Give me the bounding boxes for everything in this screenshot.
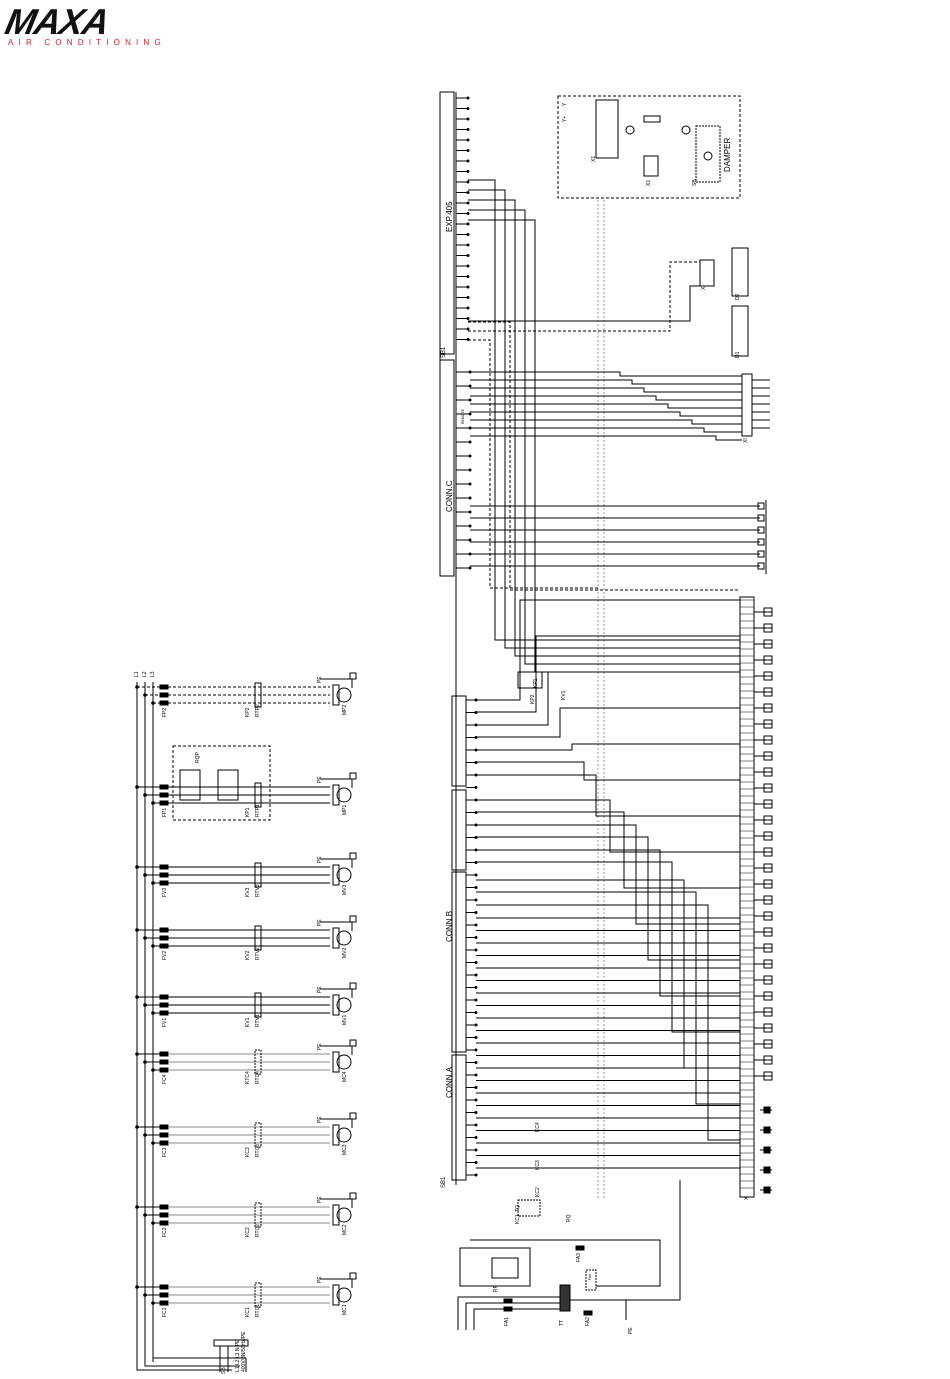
l1-label: L1	[134, 671, 140, 677]
fuse-label: FV2	[162, 950, 168, 960]
fuse-label: FC1	[162, 1307, 168, 1317]
pin-dot	[469, 525, 471, 527]
sensor-d2-label: D2	[735, 293, 741, 300]
motor-terminal-box	[333, 1125, 339, 1145]
transformer-core	[560, 1285, 570, 1311]
fuse	[160, 928, 168, 932]
signal-wire	[468, 190, 740, 648]
fuse-label: FC2	[162, 1227, 168, 1237]
fuse	[160, 1221, 168, 1225]
conn-b-label: CONN.B	[445, 910, 454, 942]
signal-wire	[470, 372, 742, 376]
pin-dot	[475, 912, 477, 914]
xi-terminal-block	[742, 374, 752, 436]
signal-wire	[470, 388, 742, 392]
fuse	[160, 785, 168, 789]
junction-dot	[144, 1134, 147, 1137]
ground-terminal	[764, 1147, 770, 1153]
rqp-label: RQP	[195, 752, 201, 763]
contactor-label: KP2	[245, 707, 251, 717]
supply-wire	[145, 1362, 240, 1366]
flow-switch-box	[515, 1200, 540, 1216]
pin-dot	[467, 97, 469, 99]
junction-dot	[152, 802, 155, 805]
motor-label: MC3	[342, 1144, 348, 1155]
signal-wire	[476, 600, 740, 700]
pe-label: PE	[317, 1276, 323, 1283]
junction-dot	[152, 1222, 155, 1225]
pin-dot	[469, 413, 471, 415]
junction-dot	[152, 1012, 155, 1015]
relay-rf-box	[460, 1248, 530, 1286]
sensor-d1-box	[732, 306, 748, 356]
x-connector-label: X	[701, 286, 707, 290]
damper-lamp	[626, 126, 634, 134]
tq-label: TQ	[515, 1205, 521, 1212]
pe-label: PE	[317, 919, 323, 926]
pin-dot	[469, 511, 471, 513]
fuse	[160, 944, 168, 948]
junction-dot	[136, 1206, 139, 1209]
contactor-label: KTC4	[245, 1071, 251, 1084]
thermal-label: RTP2	[255, 704, 261, 717]
junction-dot	[136, 1286, 139, 1289]
fuse-label: FC3	[162, 1147, 168, 1157]
contactor-label: KP1	[245, 807, 251, 817]
pin-dot	[467, 318, 469, 320]
pin-dot	[475, 1162, 477, 1164]
relay-rf	[492, 1258, 518, 1278]
signal-wire	[476, 880, 740, 1068]
pin-dot	[467, 244, 469, 246]
damper-resistor	[644, 116, 660, 122]
thermal-label: RTC2	[255, 1224, 261, 1237]
damper-connector-x1: X1	[646, 179, 652, 186]
pin-dot	[467, 192, 469, 194]
pe-terminal	[350, 1273, 356, 1279]
supply-wire	[474, 1309, 560, 1330]
signal-wire	[470, 420, 742, 424]
pin-dot	[475, 1024, 477, 1026]
signal-wire	[470, 380, 742, 384]
junction-dot	[136, 686, 139, 689]
pin-dot	[475, 937, 477, 939]
motor-terminal-box	[333, 865, 339, 885]
pin-dot	[469, 385, 471, 387]
motor-label: MV3	[342, 884, 348, 895]
pin-dot	[469, 455, 471, 457]
fuse	[160, 793, 168, 797]
fuse	[160, 1213, 168, 1217]
pin-dot	[475, 974, 477, 976]
signal-wire	[476, 800, 740, 852]
pin-dot	[467, 202, 469, 204]
pin-dot	[467, 328, 469, 330]
ground-terminal	[764, 1167, 770, 1173]
motor-terminal-box	[333, 1052, 339, 1072]
pin-dot	[475, 887, 477, 889]
fuse	[160, 685, 168, 689]
fuse	[160, 1060, 168, 1064]
logo-tagline: AIR CONDITIONING	[8, 38, 166, 47]
pe-label: PE	[317, 776, 323, 783]
kp2-aux-label: KP2	[530, 694, 536, 704]
pin-dot	[467, 307, 469, 309]
fuse	[160, 1133, 168, 1137]
pin-dot	[469, 567, 471, 569]
motor-label: MV2	[342, 947, 348, 958]
junction-dot	[144, 937, 147, 940]
contactor-label: KV2	[245, 950, 251, 960]
supply-terminals-label: L1 L2 L3 N PE	[235, 1339, 241, 1372]
signal-wire	[476, 837, 740, 960]
pin-dot	[467, 234, 469, 236]
pin-dot	[475, 1149, 477, 1151]
fa2-fuse	[584, 1311, 592, 1315]
signal-wire	[476, 762, 740, 780]
fa4-label: FA4	[588, 1273, 592, 1280]
pin-dot	[475, 1174, 477, 1176]
motor-label: MP1	[342, 804, 348, 815]
kc4-aux-label: KC4	[535, 1122, 541, 1132]
kp1-aux-label: KP1	[533, 678, 539, 688]
fa3-label: FA3	[576, 1253, 582, 1262]
pin-dot	[475, 787, 477, 789]
conn-b-board	[452, 872, 466, 1052]
pin-dot	[467, 213, 469, 215]
motor-label: MC4	[342, 1071, 348, 1082]
main-switch-label: SB	[221, 1367, 227, 1374]
pin-dot	[467, 108, 469, 110]
junction-dot	[152, 702, 155, 705]
pe-label: PE	[317, 856, 323, 863]
l3-label: L3	[150, 671, 156, 677]
ground-terminal	[764, 1127, 770, 1133]
fa1-fuse	[504, 1299, 512, 1303]
pin-dot	[467, 150, 469, 152]
damper-yplus: Y+	[562, 115, 568, 122]
conn-board-upper	[452, 696, 466, 786]
pin-dot	[475, 1099, 477, 1101]
motor-label: MC1	[342, 1304, 348, 1315]
damper-connector	[644, 156, 658, 176]
sb1-bottom-label: SB1	[441, 1176, 447, 1188]
fuse-label: FP2	[162, 707, 168, 717]
pin-dot	[467, 118, 469, 120]
signal-wire	[470, 412, 742, 416]
signal-wire	[476, 744, 740, 750]
damper-y: Y	[562, 102, 568, 106]
fuse	[160, 1293, 168, 1297]
pe-terminal	[350, 853, 356, 859]
x-connector-box	[700, 260, 714, 286]
pin-dot	[475, 1049, 477, 1051]
junction-dot	[144, 794, 147, 797]
junction-dot	[152, 1069, 155, 1072]
pin-dot	[469, 483, 471, 485]
pin-dot	[475, 962, 477, 964]
junction-dot	[144, 1214, 147, 1217]
thermal-label: RTC3	[255, 1144, 261, 1157]
sensor-wire	[468, 286, 700, 321]
motor-terminal-box	[333, 1205, 339, 1225]
kv1-aux-label: KV1	[561, 690, 567, 700]
thermal-label: RTV2	[255, 947, 261, 960]
pe-terminal	[350, 983, 356, 989]
damper-sb: SB	[692, 179, 698, 186]
pe-terminal	[350, 916, 356, 922]
pin-dot	[467, 160, 469, 162]
x-right-label: X	[744, 1196, 750, 1200]
pin-dot	[475, 1074, 477, 1076]
sb1-top-label: SB1	[441, 346, 447, 358]
rq-label: RQ	[566, 1214, 572, 1222]
signal-wire-dashed	[468, 340, 600, 588]
fuse	[160, 1301, 168, 1305]
fuse	[160, 995, 168, 999]
pin-dot	[469, 469, 471, 471]
damper-relay-x1: X1	[591, 155, 597, 162]
pin-dot	[467, 276, 469, 278]
pin-dot	[475, 1012, 477, 1014]
fuse	[160, 1141, 168, 1145]
contactor-label: KC2	[245, 1227, 251, 1237]
contactor-label: KC3	[245, 1147, 251, 1157]
pin-dot	[469, 399, 471, 401]
pin-dot	[467, 129, 469, 131]
pe-terminal	[350, 673, 356, 679]
ground-terminal	[764, 1107, 770, 1113]
pin-dot	[475, 1037, 477, 1039]
pe-terminal	[350, 1193, 356, 1199]
sensor-d1-label: D1	[735, 351, 741, 358]
pin-dot	[469, 497, 471, 499]
junction-dot	[152, 1302, 155, 1305]
conn-board-middle	[452, 790, 466, 870]
motor-label: MC2	[342, 1224, 348, 1235]
pin-dot	[467, 286, 469, 288]
fa1-label: FA1	[504, 1317, 510, 1326]
fuse-label: FV3	[162, 887, 168, 897]
motor-terminal-box	[333, 995, 339, 1015]
junction-dot	[136, 929, 139, 932]
pin-dot	[467, 255, 469, 257]
thermal-label: RTC4	[255, 1071, 261, 1084]
pin-dot	[467, 223, 469, 225]
pe-label: PE	[317, 1196, 323, 1203]
wire-layer	[136, 92, 772, 1372]
kc3-aux-label: KC3	[535, 1160, 541, 1170]
thermal-label: RTV3	[255, 884, 261, 897]
contactor-label: KV1	[245, 1017, 251, 1027]
junction-dot	[136, 1126, 139, 1129]
pin-dot	[475, 999, 477, 1001]
fuse	[160, 1068, 168, 1072]
junction-dot	[152, 945, 155, 948]
pin-dot	[475, 924, 477, 926]
damper-actuator-box	[696, 126, 720, 182]
contactor-label: KC1	[245, 1307, 251, 1317]
thermal-label: RTC1	[255, 1304, 261, 1317]
fuse	[160, 865, 168, 869]
pin-dot	[469, 539, 471, 541]
junction-dot	[144, 874, 147, 877]
signal-wire	[470, 404, 742, 408]
fuse-label: FP1	[162, 807, 168, 817]
fuse	[160, 801, 168, 805]
signal-wire	[476, 850, 740, 996]
thermal-label: RTV1	[255, 1014, 261, 1027]
signal-wire	[476, 775, 740, 816]
motor-label: MP2	[342, 704, 348, 715]
pin-dot	[467, 171, 469, 173]
pin-dot	[475, 1137, 477, 1139]
fuse	[160, 1285, 168, 1289]
damper-title: DAMPER	[723, 137, 732, 172]
fuse	[160, 693, 168, 697]
pe-terminal	[350, 1040, 356, 1046]
damper-actuator	[704, 152, 712, 160]
conn-a-label: CONN.A	[445, 1066, 454, 1098]
junction-dot	[136, 996, 139, 999]
rf-label: RF	[493, 1285, 499, 1292]
exp405-label: EXP.405	[445, 201, 454, 232]
junction-dot	[136, 786, 139, 789]
junction-dot	[144, 694, 147, 697]
fuse	[160, 936, 168, 940]
junction-dot	[144, 1294, 147, 1297]
ground-terminal	[764, 1187, 770, 1193]
pe-label: PE	[317, 1043, 323, 1050]
fuse	[160, 1052, 168, 1056]
fa3-fuse	[576, 1246, 584, 1250]
junction-dot	[152, 882, 155, 885]
motor-label: MV1	[342, 1014, 348, 1025]
pin-dot	[467, 265, 469, 267]
junction-dot	[144, 1061, 147, 1064]
contactor-label: KV3	[245, 887, 251, 897]
pe-label: PE	[317, 1116, 323, 1123]
supply-wire	[470, 1240, 660, 1286]
pin-dot	[475, 899, 477, 901]
pin-dot	[475, 1124, 477, 1126]
fuse-label: FC4	[162, 1074, 168, 1084]
pin-dot	[475, 987, 477, 989]
thermal-label: RTP1	[255, 804, 261, 817]
fuse	[160, 1205, 168, 1209]
kc1-aux-label: KC1	[515, 1214, 521, 1224]
pin-dot	[469, 441, 471, 443]
junction-dot	[136, 1053, 139, 1056]
fa2-label: FA2	[585, 1317, 591, 1326]
pin-dot	[467, 181, 469, 183]
logo-wordmark: MAXA	[1, 1, 113, 42]
supply-voltage-label: 400V/3N/50Hz/PE	[241, 1331, 247, 1372]
fuse	[160, 873, 168, 877]
signal-wire	[476, 825, 740, 924]
motor-terminal-box	[333, 785, 339, 805]
right-terminal-strip	[740, 597, 754, 1197]
kc2-aux-label: KC2	[535, 1187, 541, 1197]
signal-wire	[476, 636, 740, 712]
tt-label: TT	[559, 1319, 565, 1326]
fuse	[160, 701, 168, 705]
fuse	[160, 1011, 168, 1015]
l2-label: L2	[142, 671, 148, 677]
pe-bottom-label: PE	[628, 1327, 634, 1334]
signal-wire	[476, 672, 740, 725]
fuse	[160, 881, 168, 885]
sensor-d2-box	[732, 248, 748, 296]
signal-wire	[470, 428, 742, 432]
junction-dot	[144, 1004, 147, 1007]
pin-dot	[475, 1087, 477, 1089]
motor-terminal-box	[333, 1285, 339, 1305]
signal-wire	[470, 396, 742, 400]
remote-label: REMOTE	[461, 409, 465, 424]
damper-lamp	[682, 126, 690, 134]
pe-label: PE	[317, 986, 323, 993]
pin-dot	[467, 297, 469, 299]
pin-dot	[475, 874, 477, 876]
fuse	[160, 1125, 168, 1129]
junction-dot	[136, 866, 139, 869]
signal-wire	[476, 905, 740, 1140]
xi-label: XI	[743, 438, 749, 443]
conn-c-board	[440, 360, 454, 576]
pe-terminal	[350, 1113, 356, 1119]
motor-terminal-box	[333, 685, 339, 705]
motor-terminal-box	[333, 928, 339, 948]
junction-dot	[152, 1142, 155, 1145]
pin-dot	[475, 1062, 477, 1064]
supply-wire	[466, 1303, 560, 1330]
fuse-label: FV1	[162, 1017, 168, 1027]
pin-dot	[475, 1112, 477, 1114]
pe-terminal	[350, 773, 356, 779]
conn-c-label: CONN.C	[445, 480, 454, 512]
conn-a-board	[452, 1055, 466, 1180]
fuse	[160, 1003, 168, 1007]
damper-relay	[596, 100, 618, 158]
pin-dot	[467, 139, 469, 141]
pin-dot	[475, 949, 477, 951]
signal-wire	[470, 436, 742, 440]
pe-label: PE	[317, 676, 323, 683]
